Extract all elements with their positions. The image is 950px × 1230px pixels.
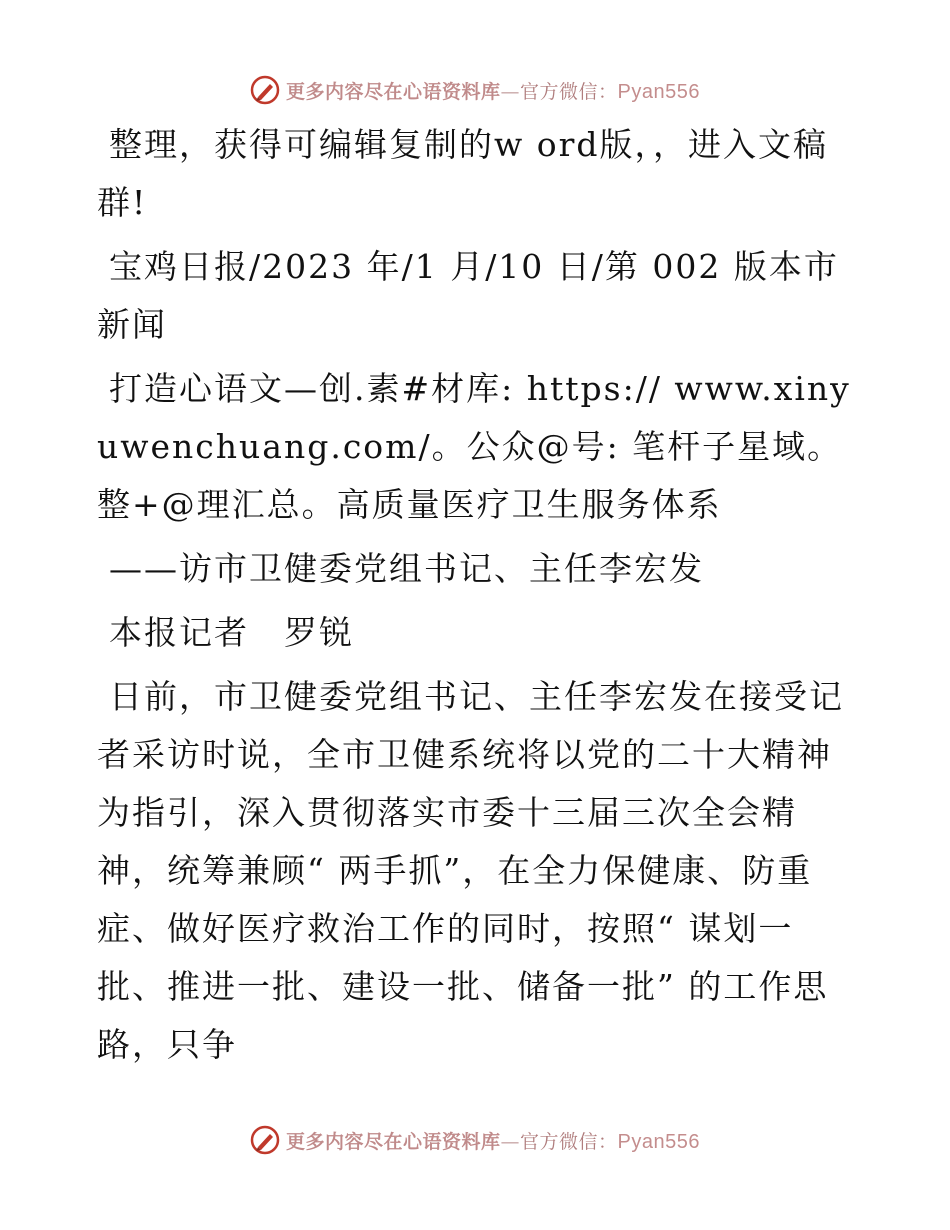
watermark-separator: — (500, 1130, 521, 1153)
watermark-text (286, 77, 700, 104)
document-body (97, 116, 857, 1080)
intro-paragraph: 整理，获得可编辑复制的w ord版，，进入文稿群! (97, 125, 829, 222)
byline: 本报记者 罗锐 (109, 613, 354, 652)
header-watermark (0, 70, 950, 110)
watermark-text (286, 1127, 700, 1154)
headline-paragraph: 打造心语文—创.素#材库: https:// www.xinyuwenchuang.com/。公众@号: 笔杆子星域。整+@理汇总。高质量医疗卫生服务体系 (97, 369, 851, 524)
source-line: 宝鸡日报/2023 年/1 月/10 日/第 002 版本市新闻 (97, 247, 839, 344)
watermark-wechat-label: 官方微信： (520, 1130, 618, 1153)
watermark-separator: — (500, 80, 521, 103)
watermark-brand: 更多内容尽在心语资料库 (286, 80, 501, 103)
pen-logo-icon (250, 1125, 280, 1155)
pen-logo-icon (250, 75, 280, 105)
article-paragraph: 日前，市卫健委党组书记、主任李宏发在接受记者采访时说，全市卫健系统将以党的二十大精神为指引，深入贯彻落实市委十三届三次全会精神，统筹兼顾“ 两手抓”，在全力保健康、防重症、做好医疗救治工作的同时，按照“ 谋划一批、推进一批、建设一批、储备一批” 的工作思路，只争 (97, 677, 844, 1064)
subtitle: ——访市卫健委党组书记、主任李宏发 (109, 549, 704, 588)
watermark-brand: 更多内容尽在心语资料库 (286, 1130, 501, 1153)
watermark-wechat-id: Pyan556 (617, 80, 700, 103)
watermark-wechat-label: 官方微信： (520, 80, 618, 103)
watermark-wechat-id: Pyan556 (617, 1130, 700, 1153)
footer-watermark (0, 1120, 950, 1160)
